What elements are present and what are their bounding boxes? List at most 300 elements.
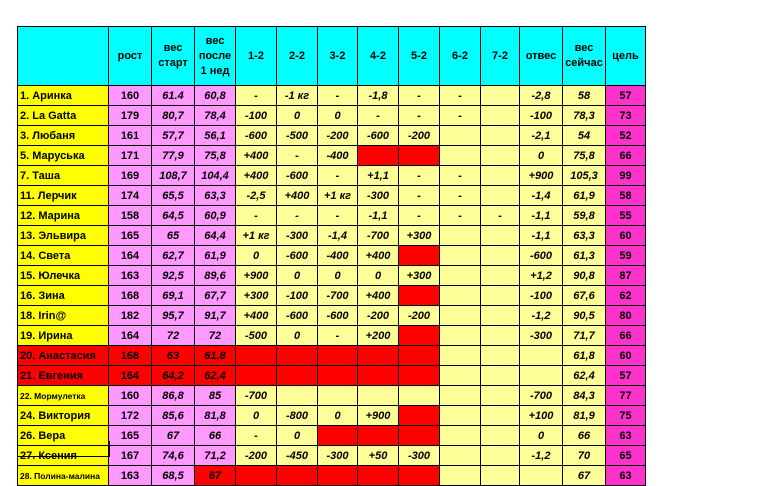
start-weight-cell[interactable]: 65,5 <box>152 186 195 206</box>
week1-weight-cell[interactable]: 66 <box>195 426 236 446</box>
week1-weight-cell[interactable]: 61,9 <box>195 246 236 266</box>
week-cell[interactable]: - <box>440 166 481 186</box>
height-cell[interactable]: 172 <box>109 406 152 426</box>
week-cell[interactable] <box>481 366 520 386</box>
current-weight-cell[interactable]: 105,3 <box>563 166 606 186</box>
week-cell[interactable] <box>481 446 520 466</box>
week1-weight-cell[interactable]: 67 <box>195 466 236 486</box>
goal-cell[interactable]: 80 <box>606 306 646 326</box>
goal-cell[interactable]: 55 <box>606 206 646 226</box>
week-cell[interactable]: 0 <box>277 326 318 346</box>
week-cell[interactable]: +300 <box>399 226 440 246</box>
loss-cell[interactable] <box>520 346 563 366</box>
participant-name[interactable]: 20. Анастасия <box>18 346 109 366</box>
week1-weight-cell[interactable]: 64,4 <box>195 226 236 246</box>
height-cell[interactable]: 160 <box>109 86 152 106</box>
header-week-2-2[interactable]: 2-2 <box>277 27 318 86</box>
week-cell[interactable]: - <box>318 206 358 226</box>
participant-name[interactable]: 15. Юлечка <box>18 266 109 286</box>
week-cell[interactable]: -400 <box>318 146 358 166</box>
week-cell[interactable]: 0 <box>236 246 277 266</box>
week-cell[interactable]: 0 <box>277 426 318 446</box>
week-cell[interactable]: - <box>277 146 318 166</box>
header-loss[interactable]: отвес <box>520 27 563 86</box>
week-cell[interactable] <box>399 326 440 346</box>
week-cell[interactable] <box>318 346 358 366</box>
header-name[interactable] <box>18 27 109 86</box>
week-cell[interactable]: -1 кг <box>277 86 318 106</box>
week1-weight-cell[interactable]: 75,8 <box>195 146 236 166</box>
loss-cell[interactable]: +900 <box>520 166 563 186</box>
height-cell[interactable]: 163 <box>109 266 152 286</box>
week-cell[interactable]: - <box>399 206 440 226</box>
loss-cell[interactable]: -700 <box>520 386 563 406</box>
week-cell[interactable]: 0 <box>318 406 358 426</box>
participant-name[interactable]: 19. Ирина <box>18 326 109 346</box>
week-cell[interactable] <box>481 426 520 446</box>
goal-cell[interactable]: 66 <box>606 326 646 346</box>
week-cell[interactable]: - <box>236 426 277 446</box>
goal-cell[interactable]: 75 <box>606 406 646 426</box>
loss-cell[interactable]: -2,1 <box>520 126 563 146</box>
week1-weight-cell[interactable]: 67,7 <box>195 286 236 306</box>
week-cell[interactable]: +50 <box>358 446 399 466</box>
current-weight-cell[interactable]: 62,4 <box>563 366 606 386</box>
week-cell[interactable] <box>399 366 440 386</box>
week-cell[interactable]: -800 <box>277 406 318 426</box>
start-weight-cell[interactable]: 61.4 <box>152 86 195 106</box>
current-weight-cell[interactable]: 66 <box>563 426 606 446</box>
week-cell[interactable]: +1 кг <box>236 226 277 246</box>
week-cell[interactable]: -300 <box>318 446 358 466</box>
week-cell[interactable]: - <box>358 106 399 126</box>
current-weight-cell[interactable]: 78,3 <box>563 106 606 126</box>
height-cell[interactable]: 167 <box>109 446 152 466</box>
week-cell[interactable] <box>399 406 440 426</box>
week-cell[interactable] <box>440 366 481 386</box>
week1-weight-cell[interactable]: 91,7 <box>195 306 236 326</box>
table-row <box>18 306 646 326</box>
table-row <box>18 326 646 346</box>
week1-weight-cell[interactable]: 81,8 <box>195 406 236 426</box>
header-goal[interactable]: цель <box>606 27 646 86</box>
week-cell[interactable] <box>481 106 520 126</box>
goal-cell[interactable]: 77 <box>606 386 646 406</box>
participant-name[interactable]: 1. Аринка <box>18 86 109 106</box>
week-cell[interactable]: - <box>440 106 481 126</box>
week-cell[interactable] <box>399 386 440 406</box>
goal-cell[interactable]: 87 <box>606 266 646 286</box>
loss-cell[interactable]: -300 <box>520 326 563 346</box>
loss-cell[interactable]: -1,4 <box>520 186 563 206</box>
week-cell[interactable]: -1,4 <box>318 226 358 246</box>
header-week-6-2[interactable]: 6-2 <box>440 27 481 86</box>
week-cell[interactable] <box>481 126 520 146</box>
week-cell[interactable] <box>236 366 277 386</box>
loss-cell[interactable]: 0 <box>520 426 563 446</box>
week-cell[interactable] <box>440 126 481 146</box>
participant-name[interactable]: 12. Марина <box>18 206 109 226</box>
header-week-5-2[interactable]: 5-2 <box>399 27 440 86</box>
start-weight-cell[interactable]: 74,6 <box>152 446 195 466</box>
participant-name[interactable]: 21. Евгения <box>18 366 109 386</box>
header-start-weight[interactable]: вес старт <box>152 27 195 86</box>
week-cell[interactable]: -700 <box>358 226 399 246</box>
height-cell[interactable]: 168 <box>109 286 152 306</box>
week-cell[interactable]: - <box>318 86 358 106</box>
week-cell[interactable] <box>318 426 358 446</box>
goal-cell[interactable]: 63 <box>606 426 646 446</box>
loss-cell[interactable]: -1,1 <box>520 206 563 226</box>
height-cell[interactable]: 174 <box>109 186 152 206</box>
week1-weight-cell[interactable]: 62,4 <box>195 366 236 386</box>
height-cell[interactable]: 165 <box>109 226 152 246</box>
current-weight-cell[interactable]: 61,9 <box>563 186 606 206</box>
week-cell[interactable] <box>481 326 520 346</box>
current-weight-cell[interactable]: 90,8 <box>563 266 606 286</box>
week-cell[interactable]: -1,8 <box>358 86 399 106</box>
week-cell[interactable]: -300 <box>399 446 440 466</box>
participant-name[interactable]: 27. Ксения <box>18 446 109 466</box>
week-cell[interactable] <box>481 146 520 166</box>
week-cell[interactable]: - <box>236 86 277 106</box>
loss-cell[interactable]: -2,8 <box>520 86 563 106</box>
loss-cell[interactable] <box>520 366 563 386</box>
week-cell[interactable]: -1,1 <box>358 206 399 226</box>
start-weight-cell[interactable]: 64,2 <box>152 366 195 386</box>
height-cell[interactable]: 163 <box>109 466 152 486</box>
current-weight-cell[interactable]: 90,5 <box>563 306 606 326</box>
table-row <box>18 266 646 286</box>
start-weight-cell[interactable]: 85,6 <box>152 406 195 426</box>
week-cell[interactable]: +400 <box>358 246 399 266</box>
start-weight-cell[interactable]: 69,1 <box>152 286 195 306</box>
table-row <box>18 86 646 106</box>
start-weight-cell[interactable]: 64,5 <box>152 206 195 226</box>
table-row <box>18 406 646 426</box>
current-weight-cell[interactable]: 58 <box>563 86 606 106</box>
start-weight-cell[interactable]: 80,7 <box>152 106 195 126</box>
current-weight-cell[interactable]: 59,8 <box>563 206 606 226</box>
participant-name[interactable]: 13. Эльвира <box>18 226 109 246</box>
week-cell[interactable] <box>481 266 520 286</box>
goal-cell[interactable]: 59 <box>606 246 646 266</box>
loss-cell[interactable]: -600 <box>520 246 563 266</box>
header-week-4-2[interactable]: 4-2 <box>358 27 399 86</box>
week-cell[interactable] <box>440 446 481 466</box>
week-cell[interactable]: +400 <box>236 166 277 186</box>
height-cell[interactable]: 161 <box>109 126 152 146</box>
goal-cell[interactable]: 60 <box>606 346 646 366</box>
current-weight-cell[interactable]: 67 <box>563 466 606 486</box>
current-weight-cell[interactable]: 54 <box>563 126 606 146</box>
goal-cell[interactable]: 57 <box>606 86 646 106</box>
table-row <box>18 346 646 366</box>
current-weight-cell[interactable]: 81,9 <box>563 406 606 426</box>
week-cell[interactable]: 0 <box>318 106 358 126</box>
week-cell[interactable]: -200 <box>318 126 358 146</box>
week-cell[interactable]: - <box>440 206 481 226</box>
current-weight-cell[interactable]: 70 <box>563 446 606 466</box>
week-cell[interactable]: -200 <box>358 306 399 326</box>
current-weight-cell[interactable]: 84,3 <box>563 386 606 406</box>
week-cell[interactable]: 0 <box>277 266 318 286</box>
week1-weight-cell[interactable]: 56,1 <box>195 126 236 146</box>
week-cell[interactable] <box>358 426 399 446</box>
week-cell[interactable]: -300 <box>277 226 318 246</box>
week-cell[interactable]: - <box>399 186 440 206</box>
week-cell[interactable]: +900 <box>236 266 277 286</box>
week-cell[interactable] <box>481 406 520 426</box>
goal-cell[interactable]: 63 <box>606 466 646 486</box>
start-weight-cell[interactable]: 72 <box>152 326 195 346</box>
goal-cell[interactable]: 60 <box>606 226 646 246</box>
height-cell[interactable]: 182 <box>109 306 152 326</box>
loss-cell[interactable]: -1,1 <box>520 226 563 246</box>
week-cell[interactable]: -500 <box>277 126 318 146</box>
height-cell[interactable]: 171 <box>109 146 152 166</box>
week-cell[interactable]: -600 <box>277 246 318 266</box>
participant-name[interactable]: 11. Лерчик <box>18 186 109 206</box>
loss-cell[interactable]: -1,2 <box>520 306 563 326</box>
goal-cell[interactable]: 57 <box>606 366 646 386</box>
loss-cell[interactable]: -100 <box>520 286 563 306</box>
participant-name[interactable]: 7. Таша <box>18 166 109 186</box>
week-cell[interactable]: - <box>236 206 277 226</box>
week-cell[interactable]: -300 <box>358 186 399 206</box>
week-cell[interactable]: - <box>481 206 520 226</box>
goal-cell[interactable]: 58 <box>606 186 646 206</box>
week-cell[interactable] <box>277 366 318 386</box>
week-cell[interactable]: +300 <box>236 286 277 306</box>
start-weight-cell[interactable]: 57,7 <box>152 126 195 146</box>
participant-name[interactable]: 5. Маруська <box>18 146 109 166</box>
participant-name[interactable]: 3. Любаня <box>18 126 109 146</box>
height-cell[interactable]: 169 <box>109 166 152 186</box>
week-cell[interactable] <box>399 146 440 166</box>
week-cell[interactable]: 0 <box>277 106 318 126</box>
header-week-7-2[interactable]: 7-2 <box>481 27 520 86</box>
week-cell[interactable] <box>358 366 399 386</box>
week-cell[interactable] <box>481 166 520 186</box>
week1-weight-cell[interactable]: 85 <box>195 386 236 406</box>
height-cell[interactable]: 179 <box>109 106 152 126</box>
week-cell[interactable] <box>440 326 481 346</box>
week-cell[interactable]: - <box>440 186 481 206</box>
table-row <box>18 226 646 246</box>
week-cell[interactable] <box>481 246 520 266</box>
start-weight-cell[interactable]: 67 <box>152 426 195 446</box>
week-cell[interactable]: - <box>399 106 440 126</box>
week-cell[interactable] <box>318 366 358 386</box>
height-cell[interactable]: 164 <box>109 326 152 346</box>
height-cell[interactable]: 160 <box>109 386 152 406</box>
current-weight-cell[interactable]: 75,8 <box>563 146 606 166</box>
goal-cell[interactable]: 52 <box>606 126 646 146</box>
week-cell[interactable]: - <box>318 326 358 346</box>
week1-weight-cell[interactable]: 71,2 <box>195 446 236 466</box>
week-cell[interactable] <box>399 246 440 266</box>
participant-name[interactable]: 24. Виктория <box>18 406 109 426</box>
week-cell[interactable]: - <box>318 166 358 186</box>
week-cell[interactable]: +400 <box>358 286 399 306</box>
week-cell[interactable]: - <box>399 166 440 186</box>
start-weight-cell[interactable]: 77,9 <box>152 146 195 166</box>
week1-weight-cell[interactable]: 60,8 <box>195 86 236 106</box>
height-cell[interactable]: 165 <box>109 426 152 446</box>
week1-weight-cell[interactable]: 60,9 <box>195 206 236 226</box>
week-cell[interactable] <box>481 306 520 326</box>
week-cell[interactable] <box>481 386 520 406</box>
start-weight-cell[interactable]: 62,7 <box>152 246 195 266</box>
week-cell[interactable] <box>481 226 520 246</box>
week-cell[interactable]: -200 <box>399 126 440 146</box>
participant-name[interactable]: 28. Полина-малина <box>18 466 109 486</box>
participant-name[interactable]: 26. Вера <box>18 426 109 446</box>
table-row <box>18 426 646 446</box>
participant-name[interactable]: 22. Мормулетка <box>18 386 109 406</box>
start-weight-cell[interactable]: 68,5 <box>152 466 195 486</box>
current-weight-cell[interactable]: 71,7 <box>563 326 606 346</box>
week-cell[interactable]: -600 <box>277 166 318 186</box>
week-cell[interactable]: -200 <box>236 446 277 466</box>
loss-cell[interactable]: -1,2 <box>520 446 563 466</box>
week-cell[interactable] <box>277 346 318 366</box>
week-cell[interactable]: 0 <box>236 406 277 426</box>
week-cell[interactable] <box>440 286 481 306</box>
week-cell[interactable]: -450 <box>277 446 318 466</box>
week-cell[interactable] <box>399 286 440 306</box>
week-cell[interactable]: +400 <box>277 186 318 206</box>
week-cell[interactable]: +900 <box>358 406 399 426</box>
week-cell[interactable]: +400 <box>236 306 277 326</box>
week-cell[interactable] <box>481 346 520 366</box>
week-cell[interactable] <box>399 346 440 366</box>
participant-name[interactable]: 18. Irin@ <box>18 306 109 326</box>
loss-cell[interactable]: +100 <box>520 406 563 426</box>
week-cell[interactable]: -500 <box>236 326 277 346</box>
loss-cell[interactable]: -100 <box>520 106 563 126</box>
week-cell[interactable]: - <box>277 206 318 226</box>
week-cell[interactable]: +1,1 <box>358 166 399 186</box>
week-cell[interactable]: +300 <box>399 266 440 286</box>
week-cell[interactable]: 0 <box>318 266 358 286</box>
week-cell[interactable] <box>440 226 481 246</box>
week-cell[interactable] <box>481 286 520 306</box>
week1-weight-cell[interactable]: 61,8 <box>195 346 236 366</box>
week-cell[interactable]: - <box>440 86 481 106</box>
current-weight-cell[interactable]: 67,6 <box>563 286 606 306</box>
week-cell[interactable]: -600 <box>236 126 277 146</box>
week-cell[interactable] <box>440 266 481 286</box>
week-cell[interactable] <box>440 246 481 266</box>
goal-cell[interactable]: 65 <box>606 446 646 466</box>
week-cell[interactable] <box>440 386 481 406</box>
loss-cell[interactable]: 0 <box>520 146 563 166</box>
current-weight-cell[interactable]: 61,8 <box>563 346 606 366</box>
week1-weight-cell[interactable]: 78,4 <box>195 106 236 126</box>
week-cell[interactable]: +200 <box>358 326 399 346</box>
participant-name[interactable]: 2. La Gatta <box>18 106 109 126</box>
header-week1-weight[interactable]: вес после 1 нед <box>195 27 236 86</box>
week-cell[interactable] <box>440 306 481 326</box>
header-week-1-2[interactable]: 1-2 <box>236 27 277 86</box>
start-weight-cell[interactable]: 95,7 <box>152 306 195 326</box>
week1-weight-cell[interactable]: 63,3 <box>195 186 236 206</box>
week-cell[interactable]: 0 <box>358 266 399 286</box>
week-cell[interactable]: -600 <box>318 306 358 326</box>
week-cell[interactable]: -200 <box>399 306 440 326</box>
week-cell[interactable] <box>358 146 399 166</box>
empty-cell[interactable] <box>17 441 110 457</box>
height-cell[interactable]: 164 <box>109 366 152 386</box>
week-cell[interactable] <box>358 346 399 366</box>
header-row <box>18 27 646 86</box>
week-cell[interactable] <box>236 346 277 366</box>
week-cell[interactable]: -100 <box>277 286 318 306</box>
week-cell[interactable] <box>481 86 520 106</box>
current-weight-cell[interactable]: 63,3 <box>563 226 606 246</box>
height-cell[interactable]: 158 <box>109 206 152 226</box>
start-weight-cell[interactable]: 92,5 <box>152 266 195 286</box>
week-cell[interactable] <box>277 386 318 406</box>
week-cell[interactable]: -600 <box>358 126 399 146</box>
table-row <box>18 106 646 126</box>
goal-cell[interactable]: 62 <box>606 286 646 306</box>
week-cell[interactable]: -700 <box>236 386 277 406</box>
table-row <box>18 206 646 226</box>
loss-cell[interactable]: +1,2 <box>520 266 563 286</box>
height-cell[interactable]: 164 <box>109 246 152 266</box>
current-weight-cell[interactable]: 61,3 <box>563 246 606 266</box>
start-weight-cell[interactable]: 86,8 <box>152 386 195 406</box>
week-cell[interactable] <box>481 186 520 206</box>
week-cell[interactable] <box>399 426 440 446</box>
start-weight-cell[interactable]: 65 <box>152 226 195 246</box>
week-cell[interactable]: -700 <box>318 286 358 306</box>
table-row <box>18 126 646 146</box>
goal-cell[interactable]: 66 <box>606 146 646 166</box>
week-cell[interactable] <box>440 146 481 166</box>
participant-name[interactable]: 14. Света <box>18 246 109 266</box>
week1-weight-cell[interactable]: 72 <box>195 326 236 346</box>
week-cell[interactable]: -100 <box>236 106 277 126</box>
week-cell[interactable] <box>440 406 481 426</box>
header-height[interactable]: рост <box>109 27 152 86</box>
week-cell[interactable] <box>318 386 358 406</box>
table-row <box>18 286 646 306</box>
header-current-weight[interactable]: вес сейчас <box>563 27 606 86</box>
start-weight-cell[interactable]: 108,7 <box>152 166 195 186</box>
week1-weight-cell[interactable]: 104,4 <box>195 166 236 186</box>
week-cell[interactable] <box>358 386 399 406</box>
week-cell[interactable] <box>440 346 481 366</box>
height-cell[interactable]: 168 <box>109 346 152 366</box>
participant-name[interactable]: 16. Зина <box>18 286 109 306</box>
week-cell[interactable] <box>440 426 481 446</box>
start-weight-cell[interactable]: 63 <box>152 346 195 366</box>
week-cell[interactable]: -2,5 <box>236 186 277 206</box>
week-cell[interactable]: -600 <box>277 306 318 326</box>
goal-cell[interactable]: 99 <box>606 166 646 186</box>
header-week-3-2[interactable]: 3-2 <box>318 27 358 86</box>
week1-weight-cell[interactable]: 89,6 <box>195 266 236 286</box>
week-cell[interactable]: -400 <box>318 246 358 266</box>
week-cell[interactable]: +400 <box>236 146 277 166</box>
week-cell[interactable]: +1 кг <box>318 186 358 206</box>
week-cell[interactable]: - <box>399 86 440 106</box>
goal-cell[interactable]: 73 <box>606 106 646 126</box>
